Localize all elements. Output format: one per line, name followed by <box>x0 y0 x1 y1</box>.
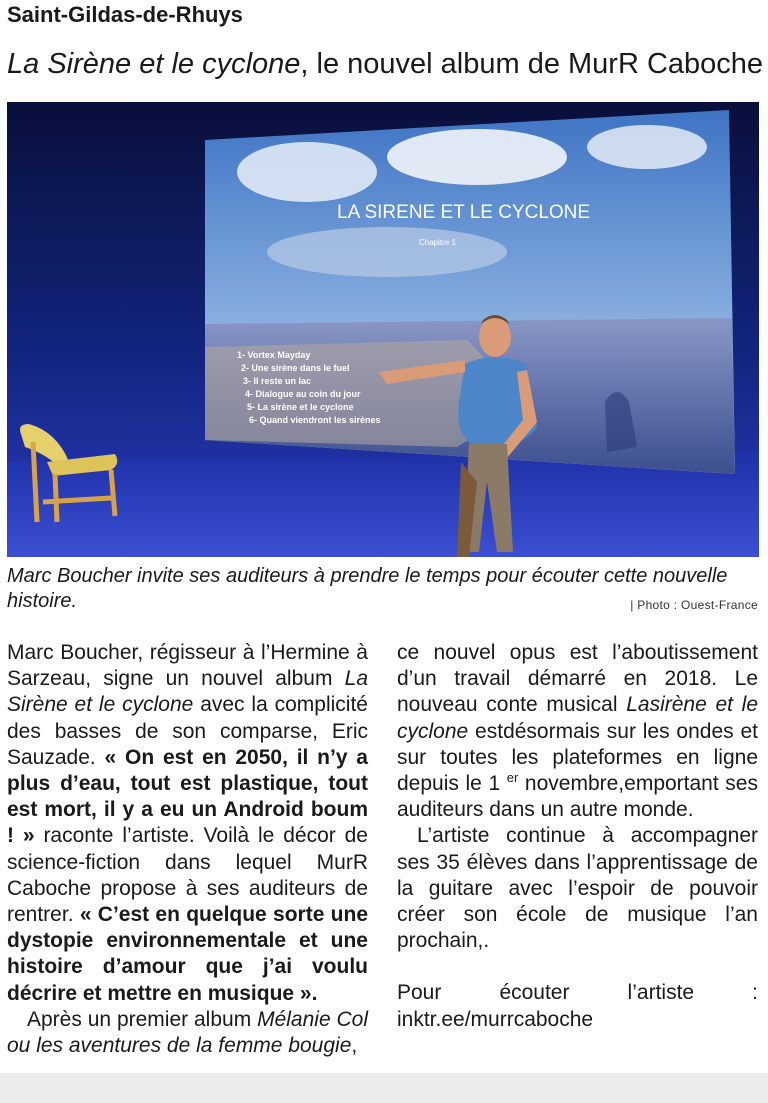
p1-text-c: raconte l’artiste. Voilà le décor de science-fiction dans lequel MurR Caboche propose à ses auditeurs de rentrer. <box>7 824 368 927</box>
article-paragraph-3: L’artiste continue à accompagner ses 35 élèves dans l’apprentissage de la guitare avec l’espoir de pouvoir créer son école de musique l’an prochain,. <box>397 824 758 953</box>
p1-quote-2: « C’est en quelque sorte une dystopie environnementale et une histoire d’amour que j’ai voulu décrire et mettre en musique ». <box>7 903 368 1005</box>
track-2: 2- Une sirène dans le fuel <box>241 363 350 373</box>
screen-subtitle: Chapitre 1 <box>419 238 456 247</box>
article-paragraph-4: Pour écouter l’artiste : inktr.ee/murrcaboche <box>397 981 758 1031</box>
track-5: 5- La sirène et le cyclone <box>247 402 354 412</box>
dateline: Saint-Gildas-de-Rhuys <box>7 2 243 27</box>
p2-album-title: sirène et le cyclone <box>397 693 758 743</box>
p2-text-b: , <box>351 1034 358 1058</box>
p2-album-title: La <box>626 693 650 717</box>
headline <box>7 46 763 82</box>
headline-rest: , le nouvel album de MurR Caboche <box>300 48 764 80</box>
track-3: 3- Il reste un lac <box>243 376 312 386</box>
footer-band <box>0 1073 768 1103</box>
article-paragraph-1 <box>7 640 368 1007</box>
photo-credit: | Photo : Ouest-France <box>630 598 758 612</box>
p2-text-b: ce nouvel opus est l’aboutissement d’un travail démarré en 2018. Le nouveau conte musical <box>397 641 758 717</box>
p2-text-d: emportant ses auditeurs dans un autre monde. <box>397 772 758 822</box>
screen-title: LA SIRENE ET LE CYCLONE <box>337 202 591 223</box>
article-paragraph-2 <box>7 1007 368 1059</box>
p2-superscript: er <box>506 770 519 786</box>
p2-text-c: est <box>475 719 504 743</box>
p1-text-b: avec la complicité des basses de son comparse, Eric Sauzade. <box>7 693 368 769</box>
article-column-1 <box>7 640 368 1059</box>
article-column-2 <box>397 640 758 1033</box>
photo-caption: Marc Boucher invite ses auditeurs à prendre le temps pour écouter cette nouvelle histoire. <box>7 565 728 612</box>
p1-text-a: Marc Boucher, régisseur à l’Hermine à Sarzeau, signe un nouvel album <box>7 641 368 691</box>
track-6: 6- Quand viendront les sirènes <box>249 415 381 425</box>
p1-quote-1: « On est en 2050, il n’y a plus d’eau, tout est plastique, tout est mort, il y a eu un Android boum ! » <box>7 745 368 848</box>
p2-text-c: désormais sur les ondes et sur toutes les plateformes en ligne depuis le 1 <box>397 719 758 796</box>
article-photo <box>7 102 759 557</box>
p2-text-a: Après un premier album <box>27 1007 258 1031</box>
p2-text-d: novembre, <box>518 772 625 796</box>
p1-album-title: La Sirène et le cyclone <box>7 667 368 717</box>
headline-album-title: La Sirène et le cyclone <box>7 48 301 80</box>
article-paragraph-2-continued <box>397 640 758 823</box>
p2-first-album-title: Mélanie Col ou les aventures de la femme bougie <box>7 1007 368 1058</box>
track-1: 1- Vortex Mayday <box>237 350 311 360</box>
track-4: 4- Dialogue au coin du jour <box>245 389 361 399</box>
